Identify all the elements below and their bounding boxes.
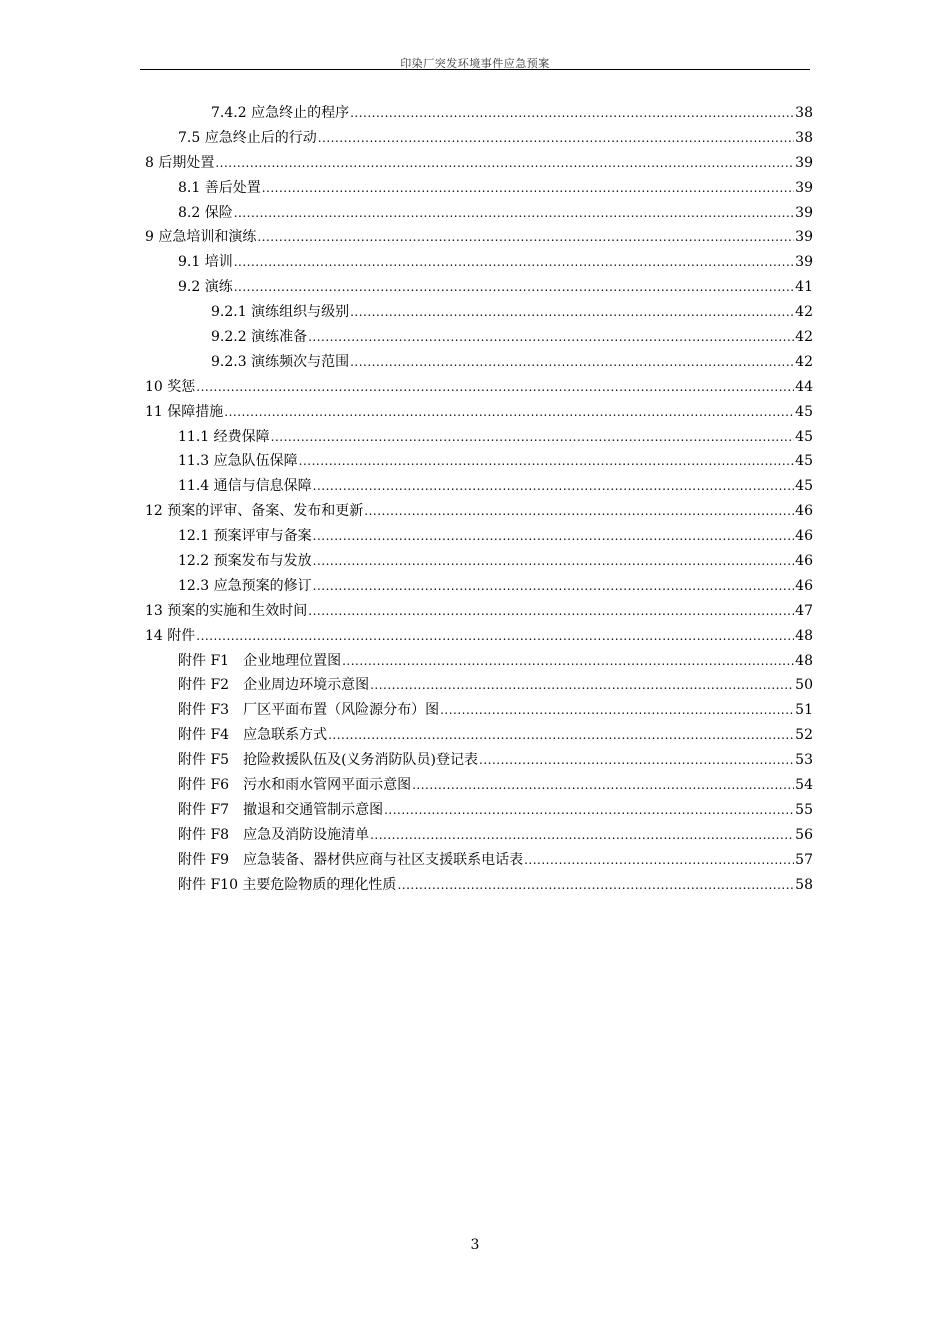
toc-dot-leader	[328, 728, 794, 742]
toc-entry[interactable]	[145, 500, 813, 525]
toc-entry-title: 附件 F1 企业地理位置图	[178, 652, 342, 669]
toc-entry-page-number: 45	[795, 478, 813, 495]
toc-entry[interactable]	[145, 475, 813, 500]
toc-entry[interactable]	[145, 177, 813, 202]
toc-entry-title: 12.1 预案评审与备案	[178, 528, 312, 545]
toc-entry-title: 9.2 演练	[178, 279, 233, 296]
toc-dot-leader	[313, 529, 795, 543]
toc-dot-leader	[397, 878, 794, 892]
toc-entry[interactable]	[145, 849, 813, 874]
toc-entry[interactable]	[145, 450, 813, 475]
toc-dot-leader	[313, 579, 795, 593]
toc-dot-leader	[215, 156, 794, 170]
toc-entry-page-number: 48	[795, 627, 813, 644]
toc-entry[interactable]	[145, 251, 813, 276]
toc-dot-leader	[234, 280, 794, 294]
toc-dot-leader	[234, 255, 794, 269]
toc-entry[interactable]	[145, 202, 813, 227]
toc-dot-leader	[313, 554, 795, 568]
page-number: 3	[470, 1237, 480, 1253]
toc-entry-page-number: 42	[795, 329, 813, 346]
toc-entry[interactable]	[145, 824, 813, 849]
toc-entry-title: 9 应急培训和演练	[145, 229, 257, 246]
toc-dot-leader	[318, 131, 794, 145]
toc-entry-page-number: 55	[795, 801, 813, 818]
toc-entry[interactable]	[145, 276, 813, 301]
toc-dot-leader	[370, 828, 794, 842]
toc-entry-title: 附件 F2 企业周边环境示意图	[178, 677, 370, 694]
toc-entry-title: 附件 F5 抢险救援队伍及(义务消防队员)登记表	[178, 752, 478, 769]
toc-dot-leader	[257, 230, 794, 244]
toc-entry-page-number: 42	[795, 353, 813, 370]
toc-entry-page-number: 39	[795, 229, 813, 246]
toc-entry-page-number: 46	[795, 577, 813, 594]
toc-dot-leader	[299, 454, 795, 468]
toc-entry-page-number: 45	[795, 403, 813, 420]
toc-entry-page-number: 48	[795, 652, 813, 669]
toc-entry-page-number: 52	[795, 727, 813, 744]
toc-entry[interactable]	[145, 774, 813, 799]
toc-entry-page-number: 57	[795, 851, 813, 868]
toc-entry-title: 11.3 应急队伍保障	[178, 453, 298, 470]
toc-entry[interactable]	[145, 525, 813, 550]
toc-entry-page-number: 44	[795, 378, 813, 395]
toc-entry-page-number: 47	[795, 602, 813, 619]
toc-entry[interactable]	[145, 575, 813, 600]
toc-entry[interactable]	[145, 874, 813, 899]
toc-entry[interactable]	[145, 600, 813, 625]
toc-entry[interactable]	[145, 401, 813, 426]
toc-entry-page-number: 51	[795, 702, 813, 719]
toc-dot-leader	[308, 330, 794, 344]
toc-entry[interactable]	[145, 226, 813, 251]
toc-entry-page-number: 42	[795, 304, 813, 321]
toc-dot-leader	[364, 504, 794, 518]
toc-dot-leader	[384, 803, 794, 817]
table-of-contents	[145, 102, 813, 899]
toc-dot-leader	[224, 405, 794, 419]
toc-dot-leader	[308, 604, 794, 618]
toc-entry[interactable]	[145, 749, 813, 774]
toc-entry[interactable]	[145, 351, 813, 376]
toc-entry-page-number: 50	[795, 677, 813, 694]
toc-entry[interactable]	[145, 625, 813, 650]
toc-entry-page-number: 46	[795, 503, 813, 520]
toc-dot-leader	[524, 853, 794, 867]
toc-entry[interactable]	[145, 152, 813, 177]
toc-entry-title: 附件 F7 撤退和交通管制示意图	[178, 801, 384, 818]
toc-entry-title: 9.2.3 演练频次与范围	[211, 353, 350, 370]
toc-entry-title: 10 奖惩	[145, 378, 196, 395]
toc-dot-leader	[350, 106, 794, 120]
toc-dot-leader	[440, 703, 794, 717]
toc-entry-title: 11.4 通信与信息保障	[178, 478, 312, 495]
toc-entry-page-number: 45	[795, 428, 813, 445]
toc-entry-page-number: 39	[795, 204, 813, 221]
toc-dot-leader	[370, 678, 794, 692]
toc-dot-leader	[196, 380, 794, 394]
page-header-title: 印染厂突发环境事件应急预案	[400, 57, 550, 70]
toc-entry-title: 8 后期处置	[145, 154, 215, 171]
toc-entry[interactable]	[145, 102, 813, 127]
toc-dot-leader	[412, 778, 794, 792]
toc-entry-title: 附件 F3 厂区平面布置（风险源分布）图	[178, 702, 440, 719]
toc-entry-title: 附件 F10 主要危险物质的理化性质	[178, 876, 397, 893]
toc-entry-title: 12.3 应急预案的修订	[178, 577, 312, 594]
toc-dot-leader	[262, 181, 794, 195]
toc-entry[interactable]	[145, 724, 813, 749]
toc-dot-leader	[313, 479, 795, 493]
toc-entry[interactable]	[145, 326, 813, 351]
toc-entry[interactable]	[145, 426, 813, 451]
toc-entry-title: 附件 F9 应急装备、器材供应商与社区支援联系电话表	[178, 851, 524, 868]
toc-entry-title: 7.4.2 应急终止的程序	[211, 105, 350, 121]
toc-entry-page-number: 39	[795, 254, 813, 271]
toc-entry[interactable]	[145, 650, 813, 675]
toc-entry[interactable]	[145, 376, 813, 401]
toc-entry-title: 9.1 培训	[178, 254, 233, 271]
toc-entry-title: 附件 F4 应急联系方式	[178, 727, 328, 744]
toc-entry-page-number: 39	[795, 154, 813, 171]
toc-entry[interactable]	[145, 699, 813, 724]
toc-entry[interactable]	[145, 799, 813, 824]
toc-entry-page-number: 39	[795, 179, 813, 196]
toc-entry-page-number: 54	[795, 777, 813, 794]
toc-entry-title: 8.1 善后处置	[178, 179, 261, 196]
toc-entry[interactable]	[145, 127, 813, 152]
toc-dot-leader	[479, 753, 794, 767]
toc-entry[interactable]	[145, 674, 813, 699]
toc-entry-title: 9.2.2 演练准备	[211, 329, 308, 346]
toc-dot-leader	[196, 629, 794, 643]
toc-entry-page-number: 58	[795, 876, 813, 893]
toc-entry[interactable]	[145, 301, 813, 326]
toc-entry-title: 附件 F8 应急及消防设施清单	[178, 826, 370, 843]
toc-entry-page-number: 41	[795, 279, 813, 296]
toc-entry-title: 14 附件	[145, 627, 196, 644]
toc-entry-title: 11 保障措施	[145, 403, 224, 420]
toc-entry-page-number: 53	[795, 752, 813, 769]
toc-entry-title: 7.5 应急终止后的行动	[178, 129, 317, 146]
toc-dot-leader	[342, 654, 794, 668]
toc-entry-title: 11.1 经费保障	[178, 428, 270, 445]
toc-dot-leader	[350, 355, 794, 369]
toc-entry-title: 附件 F6 污水和雨水管网平面示意图	[178, 777, 412, 794]
toc-dot-leader	[271, 430, 795, 444]
toc-entry-page-number: 46	[795, 553, 813, 570]
toc-dot-leader	[350, 305, 794, 319]
toc-entry-page-number: 56	[795, 826, 813, 843]
toc-entry-title: 12 预案的评审、备案、发布和更新	[145, 503, 364, 520]
toc-entry-title: 12.2 预案发布与发放	[178, 553, 312, 570]
toc-entry-page-number: 46	[795, 528, 813, 545]
header-divider	[140, 69, 810, 70]
toc-entry-title: 13 预案的实施和生效时间	[145, 602, 308, 619]
toc-entry[interactable]	[145, 550, 813, 575]
toc-entry-page-number: 45	[795, 453, 813, 470]
toc-entry-page-number: 38	[795, 129, 813, 146]
toc-entry-title: 9.2.1 演练组织与级别	[211, 304, 350, 321]
toc-entry-title: 8.2 保险	[178, 204, 233, 221]
toc-dot-leader	[234, 206, 794, 220]
toc-entry-page-number: 38	[795, 105, 813, 121]
